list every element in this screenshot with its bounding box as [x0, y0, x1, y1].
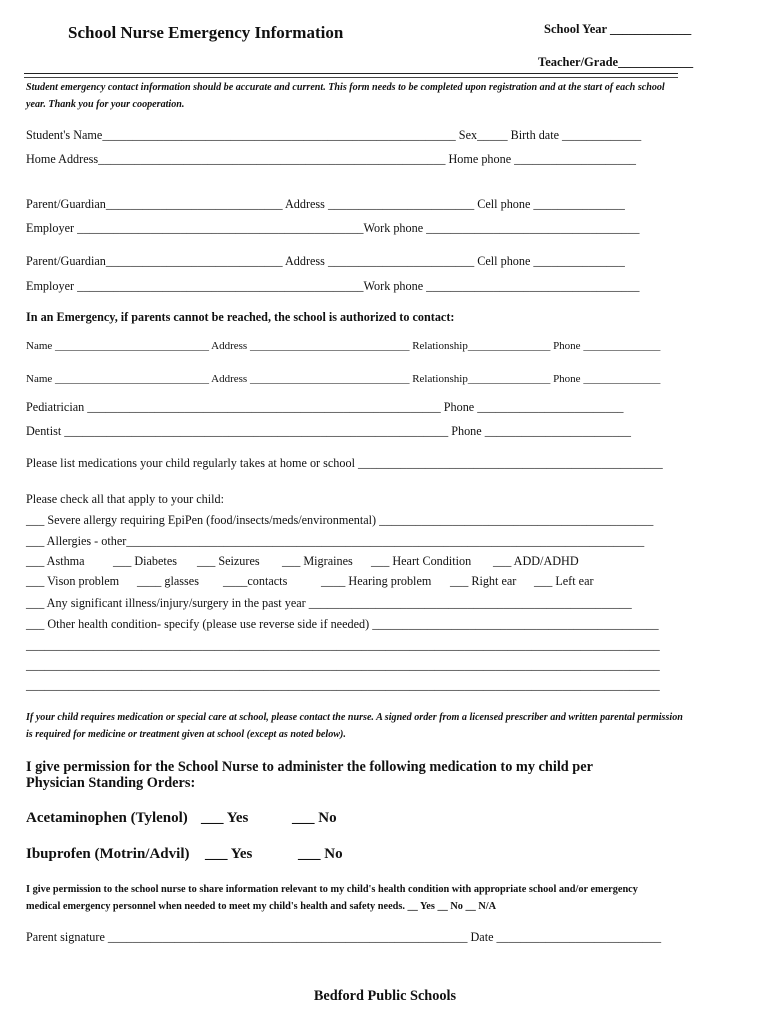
ibuprofen-label: Ibuprofen (Motrin/Advil) [26, 846, 190, 862]
signature-line[interactable]: Parent signature ___________________________________________________________ Date ___________________________ [26, 930, 662, 944]
student-name-line[interactable]: Student's Name__________________________________________________________ Sex_____ Birth date _____________ [26, 128, 642, 142]
header-rule-thin [24, 77, 678, 78]
blank-line-3[interactable]: ________________________________________________________________________________________________________ [26, 678, 660, 692]
instructions-text: Student emergency contact information should be accurate and current. This form needs to be completed upon registration and at the start of each school year. Thank you for your cooperation. [26, 82, 665, 110]
seizures-check[interactable]: ___ Seizures [197, 554, 260, 568]
blank-line-1[interactable]: ________________________________________________________________________________________________________ [26, 638, 660, 652]
heart-condition-check[interactable]: ___ Heart Condition [371, 554, 472, 568]
permission-heading: I give permission for the School Nurse to administer the following medication to my child per Physician Standing Orders: [26, 759, 593, 791]
migraines-check[interactable]: ___ Migraines [282, 554, 353, 568]
asthma-check[interactable]: ___ Asthma [26, 554, 85, 568]
emergency-contact-1[interactable]: Name ____________________________ Address _____________________________ Relationship_______________ Phone ______________ [26, 340, 661, 352]
share-permission-statement[interactable]: I give permission to the school nurse to share information relevant to my child's health condition with appropriate school and/or emergency medical emergency personnel when needed to meet my child's health and safety needs. __ Yes __ No __ N/A [26, 884, 638, 912]
epipen-allergy-line[interactable]: ___ Severe allergy requiring EpiPen (food/insects/meds/environmental) _____________________________________________ [26, 513, 654, 527]
acetaminophen-no[interactable]: ___ No [292, 810, 337, 826]
medications-line[interactable]: Please list medications your child regularly takes at home or school __________________________________________________ [26, 456, 663, 470]
home-address-line[interactable]: Home Address_________________________________________________________ Home phone ____________________ [26, 152, 637, 166]
hearing-problem-check[interactable]: ____ Hearing problem [321, 574, 432, 588]
footer-school-name: Bedford Public Schools [313, 988, 457, 1004]
right-ear-check[interactable]: ___ Right ear [450, 574, 517, 588]
guardian2-line[interactable]: Parent/Guardian_____________________________ Address ________________________ Cell phone _______________ [26, 254, 625, 268]
guardian1-employer-line[interactable]: Employer _______________________________________________Work phone ___________________________________ [26, 221, 640, 235]
other-condition-line[interactable]: ___ Other health condition- specify (please use reverse side if needed) _______________________________________________ [26, 617, 659, 631]
header-rule [24, 73, 678, 74]
form-title: School Nurse Emergency Information [68, 23, 344, 42]
add-adhd-check[interactable]: ___ ADD/ADHD [493, 554, 579, 568]
acetaminophen-label: Acetaminophen (Tylenol) [26, 810, 188, 826]
pediatrician-line[interactable]: Pediatrician __________________________________________________________ Phone ________________________ [26, 400, 624, 414]
guardian2-employer-line[interactable]: Employer _______________________________________________Work phone ___________________________________ [26, 279, 640, 293]
contacts-check[interactable]: ____contacts [223, 574, 288, 588]
medication-note: If your child requires medication or special care at school, please contact the nurse. A signed order from a licensed prescriber and written parental permission is required for medicine or treatment given at school (except as noted below). [26, 712, 683, 740]
ibuprofen-no[interactable]: ___ No [298, 846, 343, 862]
emergency-heading: In an Emergency, if parents cannot be reached, the school is authorized to contact: [26, 310, 455, 324]
ibuprofen-yes[interactable]: ___ Yes [205, 846, 253, 862]
guardian1-line[interactable]: Parent/Guardian_____________________________ Address ________________________ Cell phone _______________ [26, 197, 625, 211]
conditions-heading: Please check all that apply to your child: [26, 492, 224, 506]
vision-problem-check[interactable]: ___ Vison problem [26, 574, 120, 588]
acetaminophen-yes[interactable]: ___ Yes [201, 810, 249, 826]
diabetes-check[interactable]: ___ Diabetes [113, 554, 177, 568]
school-year-field[interactable]: School Year _____________ [544, 22, 692, 36]
left-ear-check[interactable]: ___ Left ear [534, 574, 594, 588]
blank-line-2[interactable]: ________________________________________________________________________________________________________ [26, 658, 660, 672]
glasses-check[interactable]: ____ glasses [137, 574, 199, 588]
emergency-contact-2[interactable]: Name ____________________________ Address _____________________________ Relationship_______________ Phone ______________ [26, 373, 661, 385]
illness-line[interactable]: ___ Any significant illness/injury/surgery in the past year _____________________________________________________ [26, 596, 632, 610]
teacher-grade-field[interactable]: Teacher/Grade____________ [538, 55, 694, 69]
dentist-line[interactable]: Dentist _______________________________________________________________ Phone ________________________ [26, 424, 631, 438]
allergies-other-line[interactable]: ___ Allergies - other_____________________________________________________________________________________ [26, 534, 645, 548]
